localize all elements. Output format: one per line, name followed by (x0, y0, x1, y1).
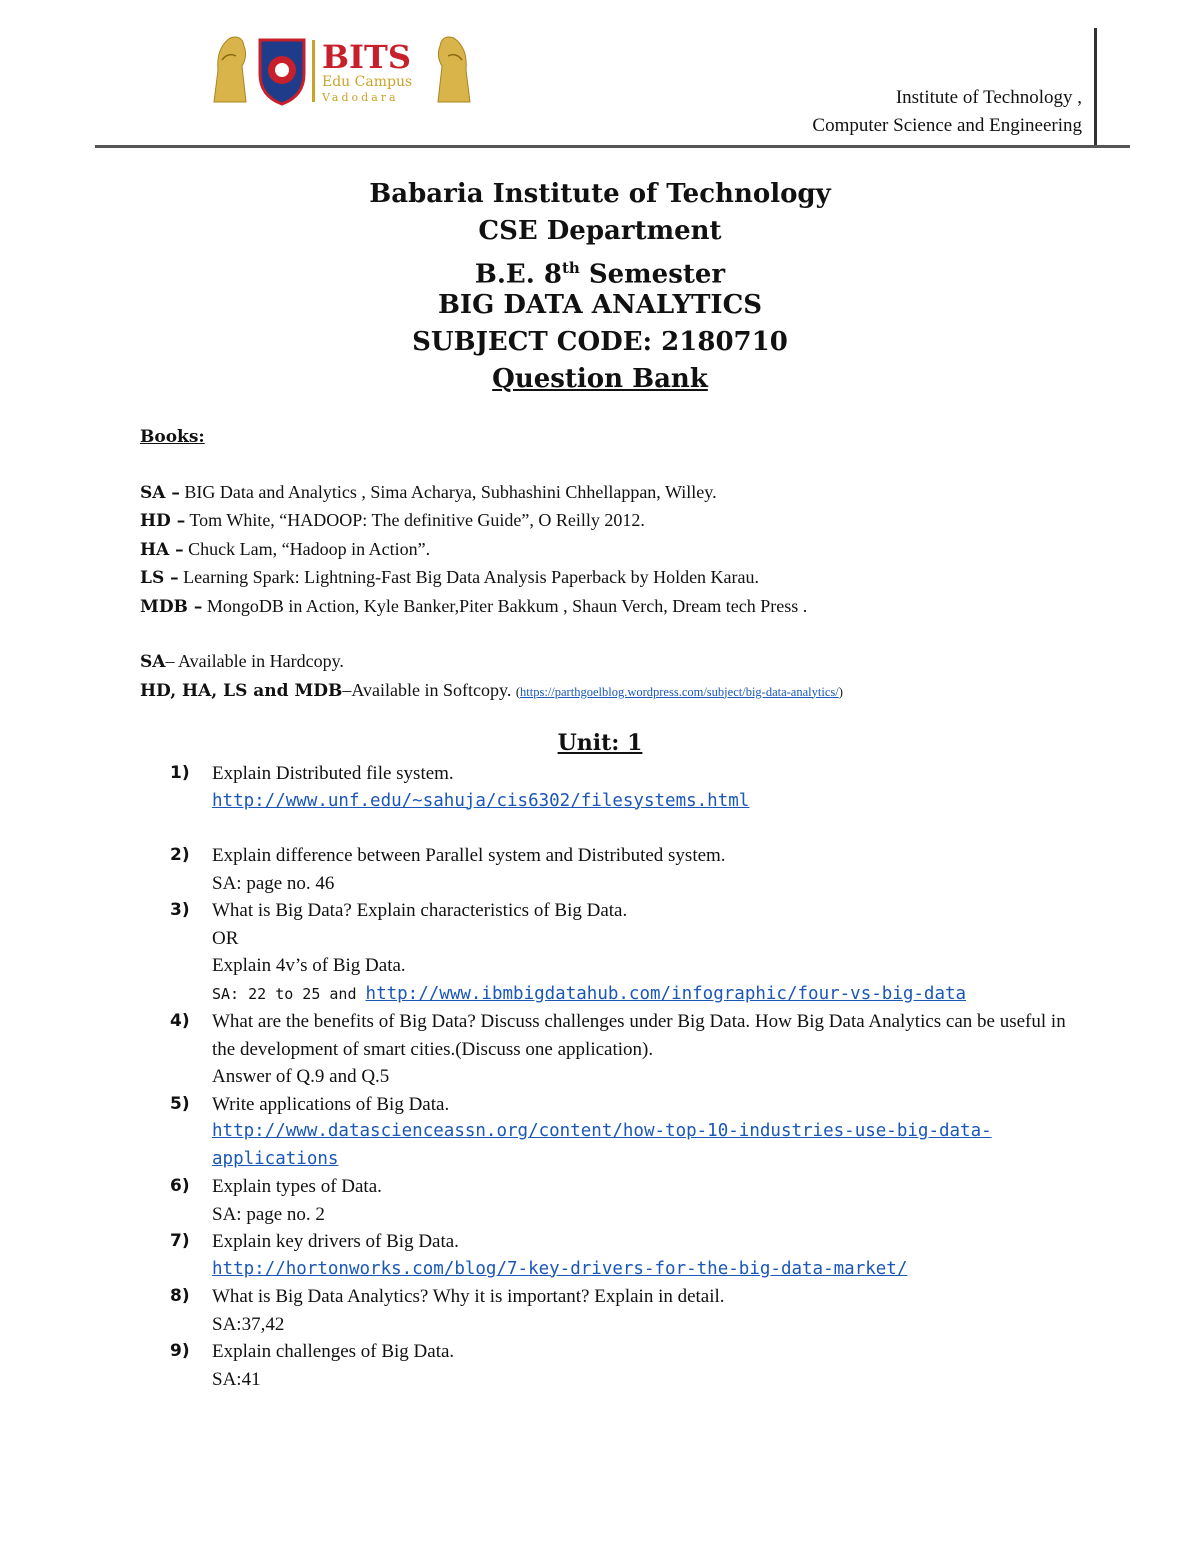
question-item (170, 897, 1070, 1008)
question-reference: SA: 22 to 25 and http://www.ibmbigdatahub.com/infographic/four-vs-big-data (212, 983, 967, 1004)
books-heading: Books: (140, 427, 205, 447)
question-text: Explain challenges of Big Data. (212, 1341, 455, 1362)
question-number: 8) (170, 1286, 190, 1306)
question-list (170, 760, 1070, 1393)
question-text: What are the benefits of Big Data? Discuss challenges under Big Data. How Big Data Analytics can be useful in the development of smart cities.(Discuss one application). (212, 1011, 1066, 1060)
question-item (170, 1008, 1070, 1091)
question-number: 3) (170, 900, 190, 920)
question-number: 5) (170, 1093, 190, 1114)
lion-emblem-left-icon (214, 37, 246, 102)
book-code: SA – (140, 482, 180, 503)
question-item (170, 760, 1070, 815)
title-semester: B.E. 8th Semester (474, 259, 726, 290)
title-institute: Babaria Institute of Technology (369, 179, 831, 209)
logo-text: BITS (322, 38, 411, 76)
book-item (140, 564, 843, 593)
question-text: What is Big Data? Explain characteristics of Big Data. (212, 900, 628, 921)
question-item (170, 1283, 1070, 1338)
question-number: 9) (170, 1341, 190, 1361)
question-text: Explain difference between Parallel system and Distributed system. (212, 845, 726, 866)
logo-sub2: Vadodara (322, 91, 399, 104)
question-item (170, 1338, 1070, 1393)
logo-sub1: Edu Campus (322, 74, 413, 90)
reference-link[interactable]: http://hortonworks.com/blog/7-key-drivers-for-the-big-data-market/ (212, 1258, 908, 1279)
book-item (140, 479, 843, 508)
books-list (140, 479, 843, 622)
title-subject: BIG DATA ANALYTICS (437, 290, 763, 320)
books-section (140, 424, 843, 706)
book-item (140, 536, 843, 565)
book-code: MDB – (140, 596, 203, 617)
header-institute (812, 84, 1082, 140)
question-text: Write applications of Big Data. (212, 1093, 450, 1115)
book-title: MongoDB in Action, Kyle Banker,Piter Bakkum , Shaun Verch, Dream tech Press . (202, 595, 808, 616)
book-title: Learning Spark: Lightning-Fast Big Data Analysis Paperback by Holden Karau. (178, 567, 760, 587)
book-code: HA – (140, 539, 184, 560)
book-title: Tom White, “HADOOP: The definitive Guide”, O Reilly 2012. (185, 510, 645, 530)
question-reference: SA: page no. 2 (212, 1203, 325, 1225)
title-question-bank: Question Bank (492, 364, 708, 394)
header-line1: Institute of Technology , (895, 87, 1082, 108)
bits-logo (208, 30, 476, 108)
reference-link[interactable]: http://www.ibmbigdatahub.com/infographic/four-vs-big-data (365, 983, 967, 1004)
book-title: BIG Data and Analytics , Sima Acharya, Subhashini Chhellappan, Willey. (179, 481, 717, 502)
question-text: What is Big Data Analytics? Why it is important? Explain in detail. (212, 1286, 725, 1307)
question-item (170, 842, 1070, 897)
title-block (0, 176, 1200, 398)
question-or: OR (212, 927, 239, 949)
book-code: HD – (140, 511, 186, 531)
reference-link[interactable]: http://www.datascienceassn.org/content/how-top-10-industries-use-big-data-applications (212, 1121, 992, 1169)
lion-emblem-right-icon (438, 37, 470, 102)
question-number: 6) (170, 1176, 190, 1196)
header-line2: Computer Science and Engineering (812, 115, 1082, 136)
question-number: 7) (170, 1231, 190, 1251)
question-reference: SA:37,42 (212, 1313, 285, 1335)
question-number: 4) (170, 1011, 190, 1031)
header-vertical-rule (1094, 28, 1097, 146)
softcopy-link[interactable]: https://parthgoelblog.wordpress.com/subject/big-data-analytics/ (520, 684, 839, 699)
reference-link[interactable]: http://www.unf.edu/~sahuja/cis6302/filesystems.html (212, 790, 750, 811)
question-number: 1) (170, 763, 190, 783)
question-reference: SA:41 (212, 1368, 261, 1390)
question-text: Explain Distributed file system. (212, 763, 454, 784)
question-item (170, 1091, 1070, 1174)
availability-softcopy: HD, HA, LS and MDB–Available in Softcopy. (https://parthgoelblog.wordpress.com/subject/big-data-analytics/) (140, 679, 843, 701)
question-reference: Answer of Q.9 and Q.5 (212, 1066, 390, 1087)
unit-title: Unit: 1 (557, 730, 643, 756)
availability-hardcopy: SA– Available in Hardcopy. (140, 651, 344, 672)
shield-crest-icon (260, 40, 304, 104)
title-subject-code: SUBJECT CODE: 2180710 (412, 327, 788, 357)
header-horizontal-rule (95, 145, 1130, 148)
question-number: 2) (170, 845, 190, 865)
book-code: LS – (140, 568, 179, 588)
title-department: CSE Department (478, 216, 722, 246)
book-title: Chuck Lam, “Hadoop in Action”. (183, 538, 431, 559)
book-item (140, 507, 843, 536)
question-text: Explain types of Data. (212, 1176, 382, 1197)
question-text: Explain key drivers of Big Data. (212, 1231, 459, 1252)
question-alt: Explain 4v’s of Big Data. (212, 955, 406, 976)
question-reference: SA: page no. 46 (212, 872, 335, 894)
book-item (140, 593, 843, 622)
question-item (170, 1228, 1070, 1283)
question-item (170, 1173, 1070, 1228)
